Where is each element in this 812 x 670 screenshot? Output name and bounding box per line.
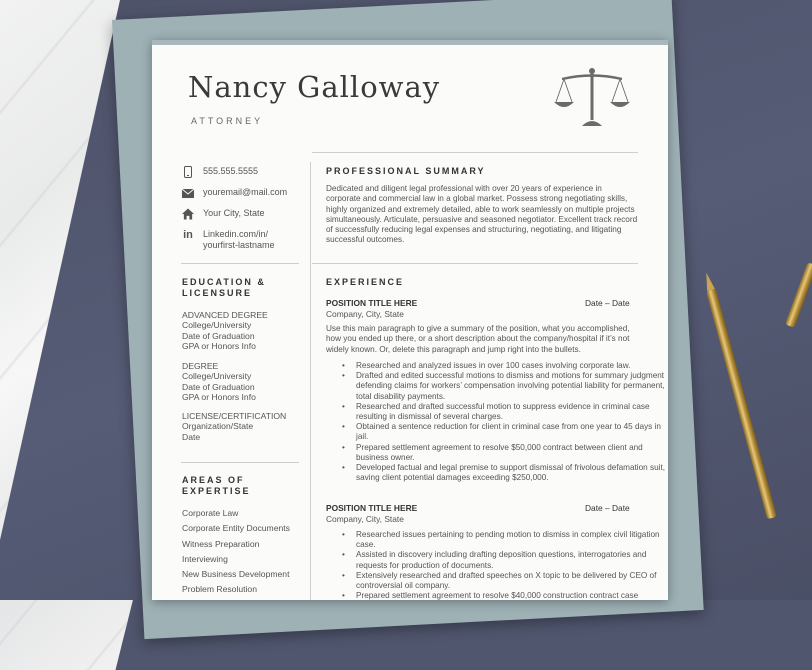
list-item: • Prepared settlement agreement to resolve $50,000 contract between client and business owner. xyxy=(356,443,668,463)
contact-section xyxy=(182,166,302,260)
contact-email-text: youremail@mail.com xyxy=(203,187,288,197)
education-school: College/University xyxy=(182,320,252,331)
education-degree: DEGREE xyxy=(182,361,219,371)
education-degree: ADVANCED DEGREE xyxy=(182,310,268,320)
job-position-title: POSITION TITLE HERE xyxy=(326,298,418,308)
education-entry xyxy=(182,310,268,352)
page-top-bar xyxy=(152,40,668,45)
list-item: • Researched issues pertaining to pending motion to dismiss in complex civil litigation case. xyxy=(356,530,668,550)
resume-title: ATTORNEY xyxy=(191,116,264,126)
job-dates: Date – Date xyxy=(585,298,630,308)
job-company: Company, City, State xyxy=(326,514,404,524)
list-item: New Business Development xyxy=(182,569,290,580)
job-bullets xyxy=(326,361,668,483)
column-divider xyxy=(310,162,311,600)
contact-location xyxy=(182,208,302,220)
contact-linkedin-text: Linkedin.com/in/ yourfirst-lastname xyxy=(203,229,275,250)
list-item: • Developed factual and legal premise to support dismissal of frivolous defamation suit, saving client potential damages exceeding $250,000. xyxy=(356,463,668,483)
list-item: • Extensively researched and drafted speeches on X topic to be delivered by CEO of controversial oil company. xyxy=(356,571,668,591)
resume-name: Nancy Galloway xyxy=(188,70,441,104)
summary-divider xyxy=(312,263,638,264)
phone-icon xyxy=(182,166,194,178)
list-item: Interviewing xyxy=(182,553,228,564)
contact-linkedin xyxy=(182,229,302,251)
linkedin-icon: in xyxy=(183,228,193,241)
contact-phone-text: 555.555.5555 xyxy=(203,166,259,176)
list-item: Witness Preparation xyxy=(182,538,260,549)
list-item: Problem Resolution xyxy=(182,584,257,595)
job-intro: Use this main paragraph to give a summary of the position, what you accomplished, how you ended up there, or a short description about the company/hospital if it’s not widely known. Or, delete this paragraph and jump right into the bullets. xyxy=(326,324,630,354)
header-divider xyxy=(312,152,638,153)
job-position-title: POSITION TITLE HERE xyxy=(326,503,418,513)
education-entry xyxy=(182,361,256,403)
education-date: Date of Graduation xyxy=(182,381,255,392)
job-dates: Date – Date xyxy=(585,503,630,513)
scales-of-justice-icon xyxy=(552,66,632,128)
summary-heading: PROFESSIONAL SUMMARY xyxy=(326,166,486,176)
list-item: • Researched and analyzed issues in over 100 cases involving corporate law. xyxy=(356,361,668,371)
summary-text: Dedicated and diligent legal professional with over 20 years of experience in corporate and commercial law in a global market. Possess strong negotiating skills, highly organized and extremely detailed, able to work seamlessly on multiple projects simultaneously. Articulate, persuasive and seasoned negotiator. Excellent track record of successfully reducing legal expenses and structuring, negotiating, and litigating successful outcomes. xyxy=(326,184,638,245)
list-item: • Researched and drafted successful motion to suppress evidence in criminal case resulting in dismissal of several charges. xyxy=(356,402,668,422)
education-school: College/University xyxy=(182,371,252,382)
mail-icon xyxy=(182,187,194,199)
education-heading: EDUCATION & LICENSURE xyxy=(182,277,266,298)
expertise-heading: AREAS OF EXPERTISE xyxy=(182,475,251,496)
license-organization: Organization/State xyxy=(182,421,254,432)
list-item: • Prepared settlement agreement to resolve $40,000 construction contract case xyxy=(356,591,668,600)
license-entry xyxy=(182,411,286,442)
license-name: LICENSE/CERTIFICATION xyxy=(182,411,287,421)
education-honors: GPA or Honors Info xyxy=(182,341,256,352)
experience-heading: EXPERIENCE xyxy=(326,277,405,287)
list-item: Corporate Entity Documents xyxy=(182,523,290,534)
home-icon xyxy=(182,208,194,220)
list-item: • Drafted and edited successful motions to dismiss and motions for summary judgment defending claims for workers’ compensation involving potential liability for permanent, total disability payments. xyxy=(356,371,668,402)
expertise-list xyxy=(182,508,290,600)
education-divider xyxy=(181,462,299,463)
list-item: • Obtained a sentence reduction for client in criminal case from one year to 45 days in jail. xyxy=(356,422,668,442)
license-date: Date xyxy=(182,431,201,442)
job-bullets xyxy=(326,530,668,600)
job-company: Company, City, State xyxy=(326,309,404,319)
education-date: Date of Graduation xyxy=(182,330,255,341)
resume-page xyxy=(152,40,668,600)
contact-phone xyxy=(182,166,302,178)
contact-divider xyxy=(181,263,299,264)
contact-location-text: Your City, State xyxy=(203,208,265,218)
contact-email xyxy=(182,187,302,199)
education-honors: GPA or Honors Info xyxy=(182,392,256,403)
list-item: • Assisted in discovery including drafting deposition questions, interrogatories and requests for production of documents. xyxy=(356,550,668,570)
list-item: Corporate Law xyxy=(182,508,239,518)
